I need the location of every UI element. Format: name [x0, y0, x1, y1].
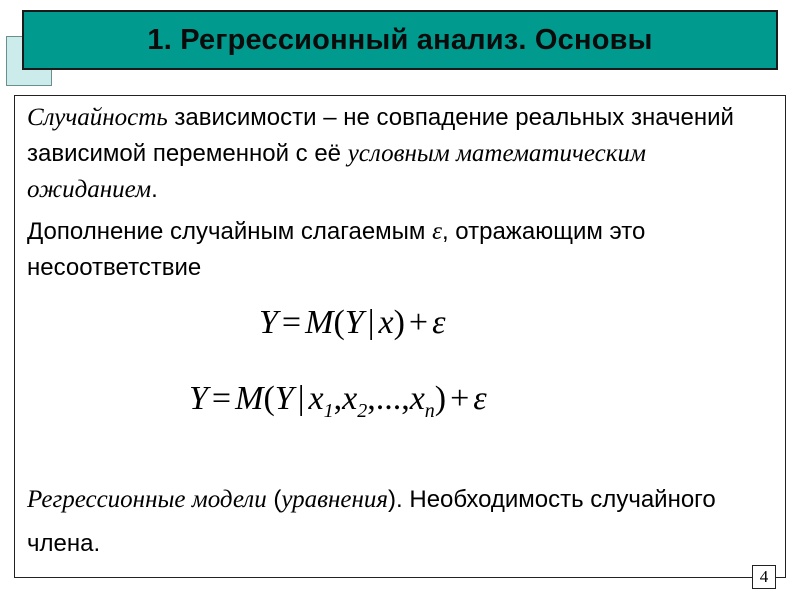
paragraph-regression-text: ). Необходимость случайного члена. — [27, 486, 716, 557]
epsilon-symbol: ε — [432, 218, 442, 245]
formula2-bar: | — [297, 380, 305, 417]
formula1-plus: + — [408, 304, 429, 341]
paragraph-random-term-text2: , отражающим это несоответствие — [27, 218, 646, 281]
formula2-subn: n — [424, 400, 435, 422]
term-regression-models: Регрессионные модели — [27, 486, 267, 513]
formula1-close-paren: ) — [393, 304, 405, 341]
formula1-bar: | — [367, 304, 375, 341]
formula2-open-paren: ( — [263, 380, 275, 417]
term-equations: уравнения — [281, 486, 389, 513]
formula2-sub2: 2 — [357, 400, 368, 422]
formula2-func: M — [235, 380, 264, 417]
content-box — [14, 95, 786, 578]
paragraph-random-term-text1: Дополнение случайным слагаемым — [27, 218, 433, 245]
paragraph-randomness-end: . — [151, 176, 158, 203]
paragraph-regression-models — [27, 478, 767, 566]
formula1-equals: = — [281, 304, 302, 341]
formula1-open-paren: ( — [333, 304, 345, 341]
formula2-x1: x — [308, 380, 324, 417]
formula2-sep2: ,..., — [367, 380, 410, 417]
formula2-equals: = — [211, 380, 232, 417]
formula1-lhs: Y — [259, 304, 278, 341]
formula1-arg-y: Y — [344, 304, 364, 341]
formula2-close-paren: ) — [434, 380, 447, 417]
formula1-func: M — [305, 304, 334, 341]
paragraph-randomness — [27, 100, 767, 208]
paragraph-regression-open: ( — [266, 486, 282, 513]
formula2-sep1: , — [333, 380, 343, 417]
title-banner — [22, 10, 778, 70]
formula1-epsilon: ε — [432, 304, 446, 341]
formula1-arg-x: x — [378, 304, 394, 341]
formula2-lhs: Y — [189, 380, 208, 417]
formula2-x2: x — [342, 380, 358, 417]
paragraph-randomness-text: зависимости – не совпадение реальных значений зависимой переменной с её — [27, 104, 734, 167]
formula2-arg-y: Y — [274, 380, 294, 417]
term-conditional-expectation: условным математическим ожиданием — [27, 140, 646, 203]
term-randomness: Случайность — [27, 104, 168, 131]
formula-single-regressor — [259, 304, 446, 342]
page-number: 4 — [752, 565, 776, 589]
formula2-xn: x — [409, 380, 425, 417]
formula-multiple-regressors — [189, 380, 487, 422]
formula2-epsilon: ε — [473, 380, 487, 417]
formula2-plus: + — [450, 380, 470, 417]
paragraph-random-term — [27, 214, 767, 286]
slide-title: 1. Регрессионный анализ. Основы — [147, 23, 653, 56]
formula2-sub1: 1 — [323, 400, 334, 422]
